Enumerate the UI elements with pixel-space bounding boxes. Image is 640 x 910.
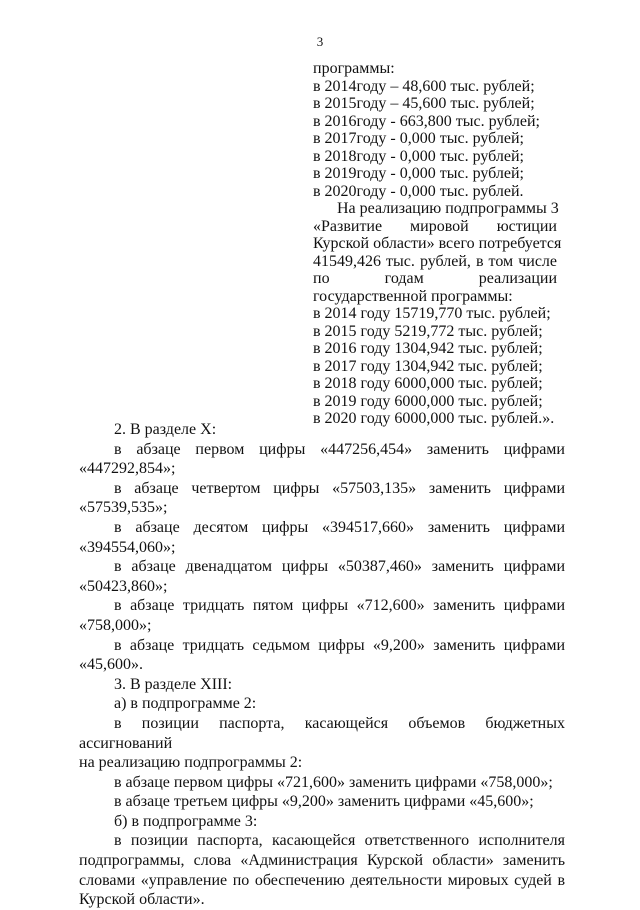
sub3-paragraph-line: государственной программы: bbox=[313, 287, 513, 305]
section-x-item-cont: «447292,854»; bbox=[79, 460, 176, 478]
section-x-heading: 2. В разделе X: bbox=[114, 421, 217, 438]
sub3-year-line: в 2014 году 15719,770 тыс. рублей; bbox=[313, 305, 551, 322]
page-number: 3 bbox=[316, 34, 324, 49]
sub3-year-line: в 2018 году 6000,000 тыс. рублей; bbox=[313, 375, 543, 392]
sub2-year-line: в 2019году - 0,000 тыс. рублей; bbox=[313, 165, 524, 182]
item-first-paragraph: в абзаце первом цифры «721,600» заменить цифрами «758,000»; bbox=[114, 773, 553, 791]
sub3-year-line: в 2019 году 6000,000 тыс. рублей; bbox=[313, 392, 543, 410]
sub2-year-line: в 2014году – 48,600 тыс. рублей; bbox=[313, 77, 535, 95]
section-x-item-cont: «758,000»; bbox=[79, 616, 152, 634]
sub3-paragraph-line: Курской области» всего потребуется bbox=[313, 235, 562, 252]
sub3-paragraph-line: 41549,426 тыс. рублей, в том числе bbox=[313, 252, 557, 270]
main-body-text bbox=[79, 420, 565, 910]
sub2-year-line: в 2020году - 0,000 тыс. рублей. bbox=[313, 182, 524, 200]
subprogram-3-heading: б) в подпрограмме 3: bbox=[114, 812, 258, 830]
sub2-year-line: в 2017году - 0,000 тыс. рублей; bbox=[313, 130, 524, 147]
sub3-paragraph-line: На реализацию подпрограммы 3 bbox=[337, 200, 559, 217]
sub3-year-line: в 2020 году 6000,000 тыс. рублей.». bbox=[313, 410, 555, 427]
sub3-paragraph-line: «Развитие мировой юстиции bbox=[313, 217, 557, 235]
passport-executor-paragraph: в позиции паспорта, касающейся ответственного исполнителя подпрограммы, слова «Администрация Курской области» заменить словами «управление по обеспечению деятельности мировых судей в Курской области». bbox=[79, 832, 565, 909]
sub3-year-line: в 2016 году 1304,942 тыс. рублей; bbox=[313, 340, 543, 357]
section-x-item-cont: «57539,535»; bbox=[79, 499, 168, 517]
passport-position-cont: на реализацию подпрограммы 2: bbox=[79, 754, 303, 772]
sub3-year-line: в 2017 году 1304,942 тыс. рублей; bbox=[313, 357, 543, 375]
subprogram-2-heading: а) в подпрограмме 2: bbox=[114, 695, 257, 713]
section-x-item-line: в абзаце первом цифры «447256,454» заменить цифрами bbox=[114, 440, 565, 458]
sub3-paragraph-line: по годам реализации bbox=[313, 270, 557, 287]
sub3-year-line: в 2015 году 5219,772 тыс. рублей; bbox=[313, 322, 543, 340]
sub2-year-line: в 2016году - 663,800 тыс. рублей; bbox=[313, 112, 540, 130]
right-column-text bbox=[313, 60, 562, 428]
section-xiii-heading: 3. В разделе XIII: bbox=[114, 675, 233, 693]
sub2-year-line: в 2015году – 45,600 тыс. рублей; bbox=[313, 95, 535, 112]
right-col-intro: программы: bbox=[313, 60, 395, 77]
section-x-item-cont: «50423,860»; bbox=[79, 577, 168, 595]
section-x-item-line: в абзаце тридцать пятом цифры «712,600» заменить цифрами bbox=[114, 597, 565, 615]
item-third-paragraph: в абзаце третьем цифры «9,200» заменить цифрами «45,600»; bbox=[114, 793, 534, 811]
section-x-item-cont: «394554,060»; bbox=[79, 538, 176, 556]
section-x-item-cont: «45,600». bbox=[79, 656, 143, 674]
passport-position-line: в позиции паспорта, касающейся объемов бюджетных ассигнований bbox=[79, 714, 565, 752]
section-x-item-line: в абзаце десятом цифры «394517,660» заменить цифрами bbox=[114, 518, 565, 536]
section-x-item-line: в абзаце тридцать седьмом цифры «9,200» заменить цифрами bbox=[114, 636, 565, 654]
section-x-item-line: в абзаце двенадцатом цифры «50387,460» заменить цифрами bbox=[114, 558, 565, 576]
section-x-item-line: в абзаце четвертом цифры «57503,135» заменить цифрами bbox=[114, 479, 565, 497]
sub2-year-line: в 2018году - 0,000 тыс. рублей; bbox=[313, 147, 524, 165]
